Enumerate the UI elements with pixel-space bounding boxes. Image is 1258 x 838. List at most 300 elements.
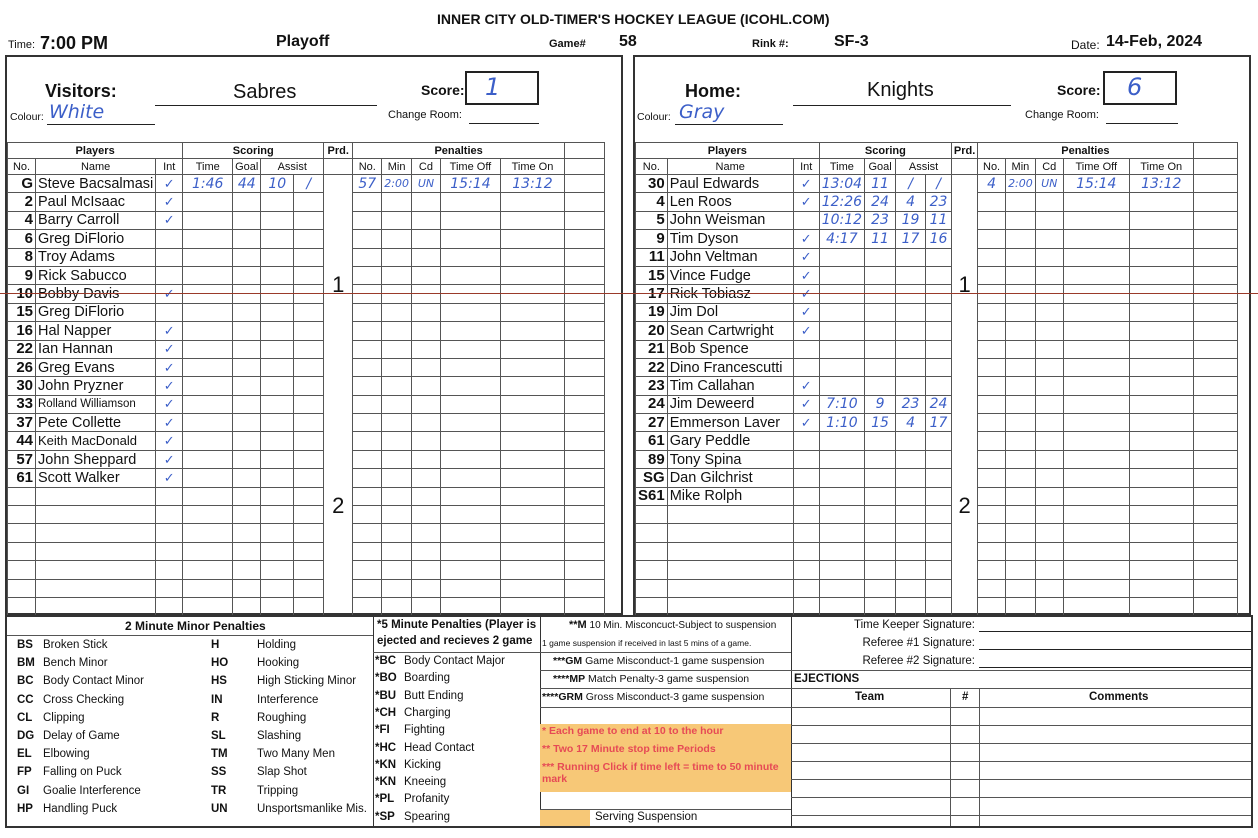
goal-scorer[interactable]	[865, 597, 896, 615]
penalty-player-no[interactable]	[353, 432, 382, 450]
penalty-code[interactable]	[411, 340, 440, 358]
penalty-code[interactable]	[411, 248, 440, 266]
assist-1[interactable]	[261, 303, 294, 321]
goal-scorer[interactable]	[865, 506, 896, 524]
goal-scorer[interactable]	[865, 487, 896, 505]
assist-2[interactable]	[926, 340, 952, 358]
penalty-code[interactable]	[411, 414, 440, 432]
assist-1[interactable]	[896, 469, 926, 487]
penalty-time-on[interactable]	[500, 322, 564, 340]
ejection-row-line[interactable]	[791, 797, 1251, 798]
penalty-code[interactable]	[1035, 506, 1063, 524]
int-check[interactable]	[793, 211, 819, 229]
penalty-time-off[interactable]	[440, 193, 500, 211]
penalty-min[interactable]	[382, 285, 412, 303]
penalty-time-off[interactable]	[440, 230, 500, 248]
goal-scorer[interactable]: 11	[865, 175, 896, 193]
penalty-player-no[interactable]	[978, 561, 1006, 579]
penalty-time-off[interactable]	[1063, 561, 1129, 579]
assist-2[interactable]	[926, 506, 952, 524]
int-check[interactable]: ✓	[793, 175, 819, 193]
penalty-time-on[interactable]	[500, 395, 564, 413]
penalty-code[interactable]: UN	[1035, 175, 1063, 193]
penalty-code[interactable]	[1035, 487, 1063, 505]
assist-1[interactable]	[261, 211, 294, 229]
goal-time[interactable]	[183, 469, 233, 487]
penalty-code[interactable]	[1035, 542, 1063, 560]
penalty-time-on[interactable]	[500, 597, 564, 615]
penalty-time-on[interactable]	[1129, 395, 1193, 413]
penalty-code[interactable]	[411, 450, 440, 468]
goal-scorer[interactable]	[865, 469, 896, 487]
goal-scorer[interactable]	[865, 340, 896, 358]
assist-2[interactable]	[294, 303, 324, 321]
int-check[interactable]	[156, 266, 183, 284]
goal-scorer[interactable]	[233, 542, 261, 560]
penalty-player-no[interactable]	[353, 266, 382, 284]
goal-scorer[interactable]: 23	[865, 211, 896, 229]
penalty-player-no[interactable]	[353, 285, 382, 303]
penalty-code[interactable]	[411, 266, 440, 284]
ejection-row-line[interactable]	[791, 743, 1251, 744]
assist-1[interactable]	[261, 285, 294, 303]
int-check[interactable]	[793, 340, 819, 358]
goal-scorer[interactable]	[233, 248, 261, 266]
goal-scorer[interactable]	[865, 285, 896, 303]
int-check[interactable]	[793, 561, 819, 579]
goal-time[interactable]	[183, 561, 233, 579]
penalty-min[interactable]	[382, 266, 412, 284]
penalty-player-no[interactable]	[353, 322, 382, 340]
goal-scorer[interactable]	[233, 193, 261, 211]
penalty-player-no[interactable]	[353, 377, 382, 395]
penalty-player-no[interactable]	[978, 542, 1006, 560]
penalty-min[interactable]	[382, 230, 412, 248]
penalty-time-off[interactable]	[1063, 322, 1129, 340]
goal-time[interactable]	[183, 377, 233, 395]
penalty-time-off[interactable]	[1063, 303, 1129, 321]
assist-1[interactable]	[896, 248, 926, 266]
penalty-min[interactable]	[1006, 487, 1036, 505]
assist-2[interactable]	[294, 248, 324, 266]
assist-2[interactable]	[294, 579, 324, 597]
goal-scorer[interactable]	[865, 542, 896, 560]
int-check[interactable]	[793, 487, 819, 505]
penalty-code[interactable]	[1035, 561, 1063, 579]
int-check[interactable]: ✓	[793, 414, 819, 432]
goal-scorer[interactable]	[233, 266, 261, 284]
penalty-code[interactable]	[1035, 414, 1063, 432]
goal-scorer[interactable]	[865, 524, 896, 542]
penalty-min[interactable]	[382, 487, 412, 505]
assist-2[interactable]	[294, 414, 324, 432]
penalty-time-off[interactable]	[440, 542, 500, 560]
penalty-min[interactable]	[1006, 193, 1036, 211]
goal-time[interactable]: 1:46	[183, 175, 233, 193]
goal-scorer[interactable]	[233, 340, 261, 358]
assist-2[interactable]	[294, 524, 324, 542]
assist-2[interactable]	[926, 377, 952, 395]
signature-line[interactable]	[979, 667, 1251, 668]
penalty-min[interactable]	[1006, 524, 1036, 542]
penalty-code[interactable]	[411, 432, 440, 450]
penalty-player-no[interactable]	[978, 597, 1006, 615]
assist-2[interactable]	[294, 469, 324, 487]
goal-scorer[interactable]: 11	[865, 230, 896, 248]
goal-scorer[interactable]	[233, 506, 261, 524]
penalty-player-no[interactable]	[353, 524, 382, 542]
assist-1[interactable]: 23	[896, 395, 926, 413]
goal-time[interactable]	[183, 542, 233, 560]
assist-1[interactable]	[896, 322, 926, 340]
assist-2[interactable]: /	[926, 175, 952, 193]
penalty-player-no[interactable]	[353, 450, 382, 468]
penalty-time-off[interactable]	[1063, 506, 1129, 524]
goal-scorer[interactable]: 44	[233, 175, 261, 193]
assist-1[interactable]	[261, 358, 294, 376]
penalty-min[interactable]	[1006, 506, 1036, 524]
assist-1[interactable]	[261, 524, 294, 542]
penalty-code[interactable]	[411, 322, 440, 340]
penalty-min[interactable]	[382, 414, 412, 432]
penalty-time-off[interactable]: 15:14	[440, 175, 500, 193]
assist-1[interactable]	[261, 266, 294, 284]
goal-time[interactable]	[183, 211, 233, 229]
goal-time[interactable]	[183, 248, 233, 266]
assist-1[interactable]	[261, 432, 294, 450]
penalty-time-on[interactable]	[1129, 230, 1193, 248]
penalty-time-on[interactable]	[1129, 579, 1193, 597]
penalty-min[interactable]	[1006, 542, 1036, 560]
penalty-time-on[interactable]	[500, 414, 564, 432]
assist-2[interactable]: 17	[926, 414, 952, 432]
assist-1[interactable]	[261, 579, 294, 597]
penalty-player-no[interactable]	[353, 248, 382, 266]
assist-1[interactable]	[261, 193, 294, 211]
assist-2[interactable]	[294, 211, 324, 229]
penalty-min[interactable]	[382, 303, 412, 321]
assist-1[interactable]	[896, 450, 926, 468]
goal-scorer[interactable]	[233, 211, 261, 229]
int-check[interactable]	[793, 597, 819, 615]
int-check[interactable]: ✓	[793, 248, 819, 266]
penalty-player-no[interactable]	[978, 469, 1006, 487]
penalty-time-off[interactable]	[440, 358, 500, 376]
penalty-time-on[interactable]	[1129, 597, 1193, 615]
goal-time[interactable]	[183, 597, 233, 615]
penalty-code[interactable]	[411, 303, 440, 321]
penalty-player-no[interactable]	[978, 487, 1006, 505]
assist-2[interactable]: 23	[926, 193, 952, 211]
penalty-time-on[interactable]	[1129, 211, 1193, 229]
penalty-time-off[interactable]: 15:14	[1063, 175, 1129, 193]
penalty-min[interactable]	[382, 506, 412, 524]
assist-2[interactable]	[926, 450, 952, 468]
penalty-time-off[interactable]	[1063, 340, 1129, 358]
int-check[interactable]	[156, 597, 183, 615]
int-check[interactable]: ✓	[156, 358, 183, 376]
int-check[interactable]: ✓	[156, 193, 183, 211]
assist-2[interactable]	[926, 432, 952, 450]
goal-scorer[interactable]	[233, 322, 261, 340]
penalty-time-on[interactable]	[500, 377, 564, 395]
assist-2[interactable]	[294, 395, 324, 413]
int-check[interactable]	[156, 542, 183, 560]
penalty-time-off[interactable]	[1063, 469, 1129, 487]
assist-2[interactable]	[294, 230, 324, 248]
penalty-min[interactable]	[382, 248, 412, 266]
goal-time[interactable]	[183, 303, 233, 321]
goal-time[interactable]	[183, 579, 233, 597]
int-check[interactable]	[156, 579, 183, 597]
int-check[interactable]: ✓	[156, 285, 183, 303]
penalty-time-on[interactable]	[1129, 561, 1193, 579]
penalty-min[interactable]	[382, 395, 412, 413]
goal-time[interactable]: 4:17	[819, 230, 864, 248]
penalty-min[interactable]	[1006, 395, 1036, 413]
assist-2[interactable]	[926, 542, 952, 560]
goal-scorer[interactable]: 24	[865, 193, 896, 211]
penalty-time-on[interactable]	[1129, 303, 1193, 321]
assist-1[interactable]	[261, 377, 294, 395]
penalty-code[interactable]	[1035, 579, 1063, 597]
assist-1[interactable]: 17	[896, 230, 926, 248]
penalty-min[interactable]	[382, 340, 412, 358]
penalty-min[interactable]	[382, 211, 412, 229]
penalty-time-on[interactable]	[1129, 248, 1193, 266]
assist-1[interactable]	[896, 542, 926, 560]
goal-scorer[interactable]	[233, 285, 261, 303]
penalty-min[interactable]	[382, 193, 412, 211]
penalty-time-off[interactable]	[440, 487, 500, 505]
penalty-time-on[interactable]	[500, 561, 564, 579]
assist-2[interactable]: /	[294, 175, 324, 193]
goal-scorer[interactable]: 15	[865, 414, 896, 432]
penalty-time-on[interactable]	[1129, 542, 1193, 560]
penalty-player-no[interactable]	[978, 450, 1006, 468]
assist-2[interactable]	[294, 597, 324, 615]
penalty-min[interactable]	[1006, 211, 1036, 229]
int-check[interactable]: ✓	[156, 395, 183, 413]
penalty-code[interactable]	[1035, 266, 1063, 284]
penalty-time-on[interactable]	[1129, 469, 1193, 487]
penalty-code[interactable]	[411, 579, 440, 597]
penalty-time-on[interactable]	[500, 358, 564, 376]
penalty-min[interactable]	[1006, 266, 1036, 284]
assist-1[interactable]	[896, 340, 926, 358]
penalty-player-no[interactable]	[353, 542, 382, 560]
penalty-min[interactable]	[382, 432, 412, 450]
penalty-time-off[interactable]	[440, 266, 500, 284]
goal-time[interactable]: 10:12	[819, 211, 864, 229]
penalty-code[interactable]	[411, 524, 440, 542]
signature-line[interactable]	[979, 649, 1251, 650]
goal-scorer[interactable]	[233, 579, 261, 597]
assist-1[interactable]	[261, 414, 294, 432]
penalty-player-no[interactable]	[353, 561, 382, 579]
penalty-code[interactable]	[411, 358, 440, 376]
assist-2[interactable]	[926, 561, 952, 579]
assist-2[interactable]	[294, 340, 324, 358]
penalty-code[interactable]	[411, 395, 440, 413]
penalty-min[interactable]	[382, 579, 412, 597]
penalty-time-on[interactable]	[500, 579, 564, 597]
penalty-time-off[interactable]	[1063, 579, 1129, 597]
penalty-time-off[interactable]	[440, 340, 500, 358]
int-check[interactable]: ✓	[793, 395, 819, 413]
penalty-min[interactable]	[382, 542, 412, 560]
goal-scorer[interactable]	[865, 450, 896, 468]
penalty-code[interactable]	[1035, 395, 1063, 413]
goal-time[interactable]	[819, 340, 864, 358]
int-check[interactable]: ✓	[156, 175, 183, 193]
penalty-player-no[interactable]	[978, 322, 1006, 340]
penalty-min[interactable]	[1006, 561, 1036, 579]
goal-scorer[interactable]	[865, 377, 896, 395]
assist-1[interactable]	[261, 542, 294, 560]
assist-1[interactable]	[261, 322, 294, 340]
penalty-code[interactable]	[1035, 377, 1063, 395]
assist-2[interactable]	[294, 193, 324, 211]
penalty-time-off[interactable]	[440, 377, 500, 395]
goal-time[interactable]	[183, 395, 233, 413]
penalty-time-off[interactable]	[440, 579, 500, 597]
penalty-min[interactable]	[382, 377, 412, 395]
goal-scorer[interactable]	[865, 248, 896, 266]
goal-time[interactable]	[819, 248, 864, 266]
penalty-time-on[interactable]	[500, 469, 564, 487]
assist-2[interactable]	[294, 561, 324, 579]
penalty-time-off[interactable]	[440, 303, 500, 321]
goal-time[interactable]	[183, 506, 233, 524]
penalty-player-no[interactable]: 4	[978, 175, 1006, 193]
goal-time[interactable]	[183, 450, 233, 468]
penalty-time-on[interactable]	[1129, 266, 1193, 284]
goal-time[interactable]	[819, 506, 864, 524]
goal-time[interactable]	[819, 432, 864, 450]
assist-1[interactable]	[261, 506, 294, 524]
penalty-player-no[interactable]	[978, 358, 1006, 376]
penalty-code[interactable]	[411, 469, 440, 487]
assist-2[interactable]	[926, 248, 952, 266]
goal-scorer[interactable]	[865, 432, 896, 450]
int-check[interactable]	[156, 303, 183, 321]
penalty-min[interactable]	[1006, 248, 1036, 266]
goal-scorer[interactable]	[233, 395, 261, 413]
goal-scorer[interactable]	[233, 487, 261, 505]
penalty-player-no[interactable]	[978, 414, 1006, 432]
penalty-player-no[interactable]	[978, 432, 1006, 450]
assist-2[interactable]	[926, 358, 952, 376]
penalty-time-off[interactable]	[440, 285, 500, 303]
assist-2[interactable]	[294, 377, 324, 395]
penalty-code[interactable]	[1035, 303, 1063, 321]
assist-2[interactable]: 24	[926, 395, 952, 413]
penalty-time-off[interactable]	[440, 597, 500, 615]
assist-1[interactable]	[261, 395, 294, 413]
assist-1[interactable]	[261, 230, 294, 248]
goal-time[interactable]	[183, 414, 233, 432]
goal-time[interactable]	[183, 285, 233, 303]
int-check[interactable]: ✓	[156, 377, 183, 395]
penalty-min[interactable]	[1006, 414, 1036, 432]
visitors-score-box[interactable]	[465, 71, 539, 105]
penalty-time-off[interactable]	[1063, 450, 1129, 468]
int-check[interactable]	[793, 506, 819, 524]
assist-1[interactable]	[261, 248, 294, 266]
int-check[interactable]	[793, 469, 819, 487]
penalty-time-on[interactable]	[500, 340, 564, 358]
goal-scorer[interactable]	[865, 322, 896, 340]
penalty-min[interactable]	[382, 524, 412, 542]
penalty-code[interactable]	[411, 230, 440, 248]
goal-time[interactable]	[819, 487, 864, 505]
ejection-row-line[interactable]	[791, 707, 1251, 708]
assist-2[interactable]	[294, 432, 324, 450]
assist-1[interactable]	[896, 432, 926, 450]
penalty-time-on[interactable]	[1129, 450, 1193, 468]
goal-scorer[interactable]	[233, 230, 261, 248]
penalty-player-no[interactable]	[978, 340, 1006, 358]
penalty-player-no[interactable]	[978, 285, 1006, 303]
penalty-player-no[interactable]	[978, 524, 1006, 542]
penalty-min[interactable]	[382, 469, 412, 487]
int-check[interactable]	[793, 432, 819, 450]
int-check[interactable]	[793, 450, 819, 468]
goal-time[interactable]: 7:10	[819, 395, 864, 413]
goal-scorer[interactable]	[865, 266, 896, 284]
int-check[interactable]: ✓	[793, 266, 819, 284]
penalty-time-on[interactable]	[1129, 377, 1193, 395]
assist-2[interactable]	[926, 487, 952, 505]
penalty-time-on[interactable]	[1129, 358, 1193, 376]
penalty-player-no[interactable]	[978, 230, 1006, 248]
assist-1[interactable]	[896, 487, 926, 505]
assist-2[interactable]	[926, 597, 952, 615]
penalty-time-on[interactable]	[1129, 285, 1193, 303]
assist-1[interactable]	[896, 266, 926, 284]
penalty-player-no[interactable]	[353, 358, 382, 376]
penalty-player-no[interactable]	[353, 414, 382, 432]
goal-time[interactable]	[819, 579, 864, 597]
penalty-time-on[interactable]	[500, 487, 564, 505]
assist-2[interactable]	[926, 285, 952, 303]
penalty-time-off[interactable]	[1063, 230, 1129, 248]
penalty-min[interactable]	[1006, 285, 1036, 303]
penalty-code[interactable]	[411, 506, 440, 524]
penalty-time-on[interactable]	[500, 230, 564, 248]
goal-scorer[interactable]	[233, 597, 261, 615]
penalty-time-off[interactable]	[1063, 597, 1129, 615]
assist-2[interactable]: 16	[926, 230, 952, 248]
penalty-code[interactable]	[411, 487, 440, 505]
penalty-time-on[interactable]: 13:12	[500, 175, 564, 193]
assist-1[interactable]: 10	[261, 175, 294, 193]
penalty-time-on[interactable]	[1129, 487, 1193, 505]
penalty-time-on[interactable]	[1129, 432, 1193, 450]
int-check[interactable]: ✓	[156, 322, 183, 340]
penalty-player-no[interactable]	[978, 193, 1006, 211]
int-check[interactable]: ✓	[793, 230, 819, 248]
goal-time[interactable]	[819, 377, 864, 395]
penalty-time-off[interactable]	[1063, 542, 1129, 560]
penalty-player-no[interactable]	[978, 248, 1006, 266]
assist-1[interactable]: 19	[896, 211, 926, 229]
goal-scorer[interactable]	[233, 469, 261, 487]
goal-scorer[interactable]	[233, 432, 261, 450]
penalty-time-off[interactable]	[1063, 524, 1129, 542]
penalty-min[interactable]	[382, 322, 412, 340]
